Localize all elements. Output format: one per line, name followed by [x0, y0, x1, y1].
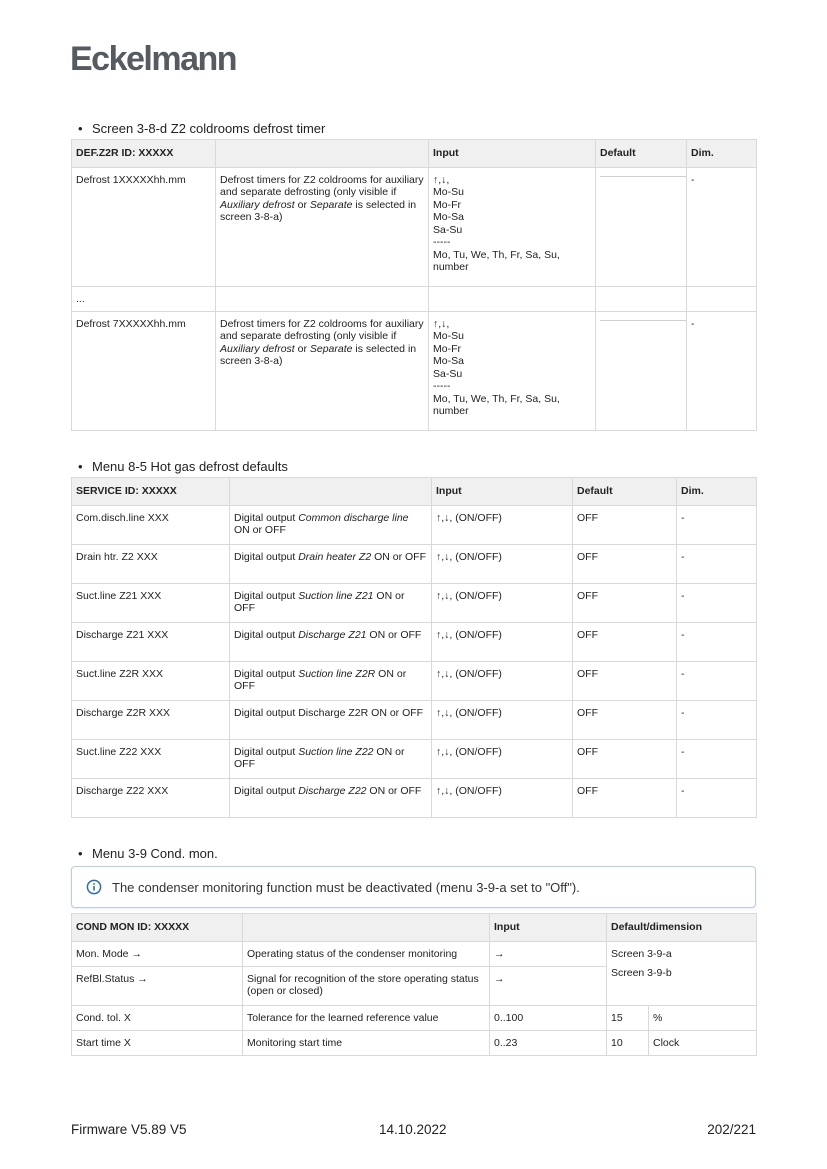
- param-dim: -: [677, 505, 757, 544]
- param-description: Digital output Suction line Z2R ON or OFF: [230, 661, 432, 700]
- param-name: Suct.line Z22 XXX: [72, 739, 230, 778]
- param-description: Signal for recognition of the store operating status (open or closed): [243, 966, 490, 1005]
- param-default: OFF: [573, 505, 677, 544]
- param-default: OFF: [573, 622, 677, 661]
- param-dim: -: [677, 544, 757, 583]
- footer-page-number: 202/221: [707, 1122, 756, 1137]
- col-header-id: DEF.Z2R ID: XXXXX: [72, 140, 216, 168]
- param-name: Mon. Mode →: [72, 941, 243, 966]
- table-row: [72, 1030, 757, 1055]
- cond-mon-table: [71, 913, 757, 1056]
- table-header-row: [72, 140, 757, 168]
- param-default: 15: [607, 1005, 649, 1030]
- footer-firmware: Firmware V5.89 V5: [71, 1122, 187, 1137]
- table-row: [72, 167, 757, 286]
- param-description: Digital output Discharge Z22 ON or OFF: [230, 778, 432, 817]
- table-row: [72, 311, 757, 430]
- param-default: OFF: [573, 778, 677, 817]
- param-default: Screen 3-9-a: [607, 941, 757, 966]
- table-row: [72, 739, 757, 778]
- param-input: ↑,↓, (ON/OFF): [432, 622, 573, 661]
- param-dim: -: [677, 739, 757, 778]
- param-default: Screen 3-9-b: [607, 966, 757, 1005]
- table-row: [72, 700, 757, 739]
- eckelmann-logo: Eckelmann: [70, 40, 237, 78]
- param-name: Discharge Z22 XXX: [72, 778, 230, 817]
- param-name: ...: [72, 286, 216, 311]
- param-default: OFF: [573, 544, 677, 583]
- param-input: ↑,↓, (ON/OFF): [432, 778, 573, 817]
- param-name: Defrost 7XXXXXhh.mm: [72, 311, 216, 430]
- table-row: [72, 583, 757, 622]
- param-dim: -: [687, 167, 757, 286]
- param-name: Suct.line Z2R XXX: [72, 661, 230, 700]
- section-title-defrost-timer: • Screen 3-8-d Z2 coldrooms defrost timer: [78, 121, 326, 136]
- param-description: Digital output Suction line Z21 ON or OFF: [230, 583, 432, 622]
- param-input: 0..23: [490, 1030, 607, 1055]
- col-header-default-dimension: Default/dimension: [607, 914, 757, 942]
- table-row: [72, 286, 757, 311]
- param-input: ↑,↓, (ON/OFF): [432, 544, 573, 583]
- col-header-input: Input: [429, 140, 596, 168]
- param-name: Discharge Z21 XXX: [72, 622, 230, 661]
- param-name: Cond. tol. X: [72, 1005, 243, 1030]
- table-row: [72, 622, 757, 661]
- col-header-id: SERVICE ID: XXXXX: [72, 478, 230, 506]
- table-row: [72, 544, 757, 583]
- table-row: [72, 505, 757, 544]
- param-description: Digital output Common discharge line ON or OFF: [230, 505, 432, 544]
- param-description: Defrost timers for Z2 coldrooms for auxiliary and separate defrosting (only visible if Auxiliary defrost or Separate is selected in screen 3-8-a): [216, 167, 429, 286]
- col-header-dim: Dim.: [687, 140, 757, 168]
- table-row: [72, 966, 757, 1005]
- param-default: 10: [607, 1030, 649, 1055]
- param-name: Defrost 1XXXXXhh.mm: [72, 167, 216, 286]
- footer-date: 14.10.2022: [379, 1122, 447, 1137]
- param-dim: -: [687, 311, 757, 430]
- param-description: Digital output Drain heater Z2 ON or OFF: [230, 544, 432, 583]
- param-dim: -: [677, 778, 757, 817]
- param-default: OFF: [573, 739, 677, 778]
- param-dim: Clock: [649, 1030, 757, 1055]
- param-input: 0..100: [490, 1005, 607, 1030]
- col-header-blank: [230, 478, 432, 506]
- param-dim: -: [677, 622, 757, 661]
- table-row: [72, 778, 757, 817]
- param-dim: -: [677, 700, 757, 739]
- param-dim: %: [649, 1005, 757, 1030]
- defrost-timer-table: [71, 139, 757, 431]
- param-default: OFF: [573, 583, 677, 622]
- col-header-default: Default: [573, 478, 677, 506]
- col-header-dim: Dim.: [677, 478, 757, 506]
- table-row: [72, 661, 757, 700]
- info-note: [71, 866, 756, 908]
- param-input: ↑,↓, (ON/OFF): [432, 700, 573, 739]
- col-header-input: Input: [432, 478, 573, 506]
- info-note-text: The condenser monitoring function must be deactivated (menu 3-9-a set to "Off").: [112, 879, 580, 895]
- param-description: Defrost timers for Z2 coldrooms for auxiliary and separate defrosting (only visible if Auxiliary defrost or Separate is selected in screen 3-8-a): [216, 311, 429, 430]
- param-description: Digital output Discharge Z21 ON or OFF: [230, 622, 432, 661]
- col-header-blank: [216, 140, 429, 168]
- param-default: OFF: [573, 661, 677, 700]
- param-description: Digital output Suction line Z22 ON or OFF: [230, 739, 432, 778]
- param-input: ↑,↓, Mo-Su Mo-Fr Mo-Sa Sa-Su ----- Mo, Tu, We, Th, Fr, Sa, Su, number: [429, 167, 596, 286]
- info-icon: [86, 879, 102, 895]
- param-dim: -: [677, 583, 757, 622]
- param-input: ↑,↓, (ON/OFF): [432, 661, 573, 700]
- table-header-row: [72, 478, 757, 506]
- table-row: [72, 941, 757, 966]
- param-default: [596, 311, 687, 430]
- param-default: OFF: [573, 700, 677, 739]
- param-name: Suct.line Z21 XXX: [72, 583, 230, 622]
- col-header-blank: [243, 914, 490, 942]
- hot-gas-table: [71, 477, 757, 818]
- param-description: Operating status of the condenser monitoring: [243, 941, 490, 966]
- param-description: Digital output Discharge Z2R ON or OFF: [230, 700, 432, 739]
- param-dim: -: [677, 661, 757, 700]
- section-title-cond-mon: • Menu 3-9 Cond. mon.: [78, 846, 218, 861]
- col-header-default: Default: [596, 140, 687, 168]
- table-row: [72, 1005, 757, 1030]
- section-title-hot-gas: • Menu 8-5 Hot gas defrost defaults: [78, 459, 288, 474]
- param-input: ↑,↓, (ON/OFF): [432, 583, 573, 622]
- param-default: [596, 167, 687, 286]
- param-name: Com.disch.line XXX: [72, 505, 230, 544]
- col-header-id: COND MON ID: XXXXX: [72, 914, 243, 942]
- param-input: ↑,↓, (ON/OFF): [432, 739, 573, 778]
- col-header-input: Input: [490, 914, 607, 942]
- param-input: →: [490, 941, 607, 966]
- param-name: Discharge Z2R XXX: [72, 700, 230, 739]
- param-description: Monitoring start time: [243, 1030, 490, 1055]
- param-input: →: [490, 966, 607, 1005]
- param-input: ↑,↓, (ON/OFF): [432, 505, 573, 544]
- param-name: Drain htr. Z2 XXX: [72, 544, 230, 583]
- param-name: RefBl.Status →: [72, 966, 243, 1005]
- table-header-row: [72, 914, 757, 942]
- param-description: Tolerance for the learned reference value: [243, 1005, 490, 1030]
- param-input: ↑,↓, Mo-Su Mo-Fr Mo-Sa Sa-Su ----- Mo, Tu, We, Th, Fr, Sa, Su, number: [429, 311, 596, 430]
- param-name: Start time X: [72, 1030, 243, 1055]
